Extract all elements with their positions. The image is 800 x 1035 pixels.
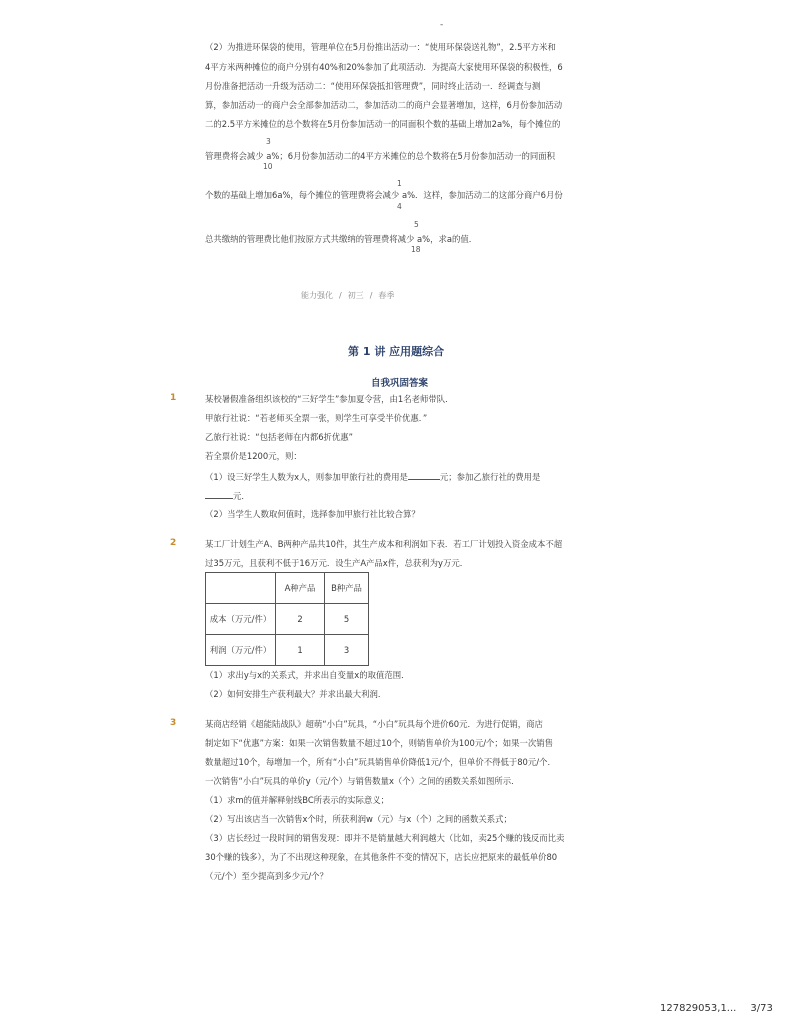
table-cell: 5 xyxy=(325,604,369,635)
question-line: 30个赚的钱多），为了不出现这种现象，在其他条件不变的情况下，店长应把原来的最低单价80 xyxy=(205,852,558,862)
answer-blank[interactable] xyxy=(205,490,233,499)
question-number: 3 xyxy=(170,718,177,728)
table-cell: 2 xyxy=(276,604,325,635)
table-row xyxy=(206,635,369,666)
question-line: （2）如何安排生产获利最大？并求出最大利润． xyxy=(205,689,387,699)
fraction-numerator: 3 xyxy=(266,137,271,146)
question-text: 元；参加乙旅行社的费用是 xyxy=(439,472,541,482)
question-line xyxy=(205,490,250,502)
breadcrumb-separator: / xyxy=(369,291,373,300)
lesson-title: 第 1 讲 应用题综合 xyxy=(348,345,445,358)
fraction-denominator: 4 xyxy=(397,202,402,211)
intro-line: 算，参加活动一的商户会全部参加活动二，参加活动二的商户会显著增加，这样，6月份参加活动 xyxy=(205,100,563,110)
intro-line: 管理费将会减少 a%；6月份参加活动二的4平方米摊位的总个数将在5月份参加活动一的同面积 xyxy=(205,151,555,161)
table-row-label: 利润（万元/件） xyxy=(206,635,276,666)
question-line: 甲旅行社说：“若老师买全票一张，则学生可享受半价优惠．” xyxy=(205,413,428,423)
intro-line: 总共缴纳的管理费比他们按原方式共缴纳的管理费将减少 a%，求a的值． xyxy=(205,234,478,244)
intro-line: 4平方米两种摊位的商户分别有40%和20%参加了此项活动．为提高大家使用环保袋的积极性，6 xyxy=(205,62,563,72)
breadcrumb-item: 初三 xyxy=(347,291,364,300)
question-line: 一次销售“小白”玩具的单价y（元/个）与销售数量x（个）之间的函数关系如图所示． xyxy=(205,776,520,786)
question-line: 某工厂计划生产A、B两种产品共10件，其生产成本和利润如下表．若工厂计划投入资金成本不超 xyxy=(205,539,563,549)
question-line: （1）求m的值并解释射线BC所表示的实际意义； xyxy=(205,795,390,805)
question-line: （2）当学生人数取何值时，选择参加甲旅行社比较合算？ xyxy=(205,509,420,519)
section-title: 自我巩固答案 xyxy=(371,378,429,389)
breadcrumb xyxy=(301,290,394,301)
table-cell xyxy=(206,573,276,604)
question-line: 制定如下“优惠”方案：如果一次销售数量不超过10个，则销售单价为100元/个；如果一次销售 xyxy=(205,738,554,748)
cost-profit-table xyxy=(205,572,369,666)
question-line xyxy=(205,471,540,483)
question-line: 某校暑假准备组织该校的“三好学生”参加夏令营，由1名老师带队． xyxy=(205,394,454,404)
question-line: 数量超过10个，每增加一个，所有“小白”玩具销售单价降低1元/个，但单价不得低于80元/个． xyxy=(205,757,556,767)
table-header-cell: A种产品 xyxy=(276,573,325,604)
intro-line: 二的2.5平方米摊位的总个数将在5月份参加活动一的同面积个数的基础上增加2a%，每个摊位的 xyxy=(205,119,561,129)
header-mark: - xyxy=(440,20,444,30)
question-text: 元． xyxy=(233,491,250,501)
fraction-numerator: 5 xyxy=(414,220,419,229)
intro-line: 个数的基础上增加6a%，每个摊位的管理费将会减少 a%．这样，参加活动二的这部分商户6月份 xyxy=(205,190,563,200)
question-line: 过35万元，且获利不低于16万元．设生产A产品x件，总获利为y万元． xyxy=(205,558,469,568)
table-cell: 3 xyxy=(325,635,369,666)
question-line: （元/个）至少提高到多少元/个？ xyxy=(205,871,328,881)
answer-blank[interactable] xyxy=(408,471,440,480)
table-row xyxy=(206,604,369,635)
question-number: 2 xyxy=(170,538,177,548)
fraction-numerator: 1 xyxy=(397,179,402,188)
question-line: （3）店长经过一段时间的销售发现：即并不是销量越大利润越大（比如，卖25个赚的钱反而比卖 xyxy=(205,833,565,843)
breadcrumb-separator: / xyxy=(339,291,342,300)
question-text: （1）设三好学生人数为x人，则参加甲旅行社的费用是 xyxy=(205,472,408,482)
table-header-row xyxy=(206,573,369,604)
fraction-denominator: 10 xyxy=(263,162,273,171)
question-line: 某商店经销《超能陆战队》超萌“小白”玩具，“小白”玩具每个进价60元．为进行促销，商店 xyxy=(205,719,543,729)
intro-line: （2）为推进环保袋的使用，管理单位在5月份推出活动一：“使用环保袋送礼物”，2.5平方米和 xyxy=(205,42,556,52)
breadcrumb-item: 春季 xyxy=(378,291,395,300)
page-indicator[interactable]: 3/73 xyxy=(750,1003,773,1014)
question-line: 乙旅行社说：“包括老师在内都6折优惠” xyxy=(205,432,354,442)
breadcrumb-item: 能力强化 xyxy=(301,291,333,300)
question-line: （1）求出y与x的关系式，并求出自变量x的取值范围． xyxy=(205,670,410,680)
table-row-label: 成本（万元/件） xyxy=(206,604,276,635)
fraction-denominator: 18 xyxy=(411,245,421,254)
table-header-cell: B种产品 xyxy=(325,573,369,604)
viewer-footer xyxy=(660,1003,773,1014)
question-line: （2）写出该店当一次销售x个时，所获利润w（元）与x（个）之间的函数关系式； xyxy=(205,814,512,824)
table-cell: 1 xyxy=(276,635,325,666)
intro-line: 月份准备把活动一升级为活动二：“使用环保袋抵扣管理费”，同时终止活动一．经调查与测 xyxy=(205,81,541,91)
question-number: 1 xyxy=(170,393,177,403)
document-id: 127829053,1... xyxy=(660,1003,737,1014)
question-line: 若全票价是1200元，则： xyxy=(205,451,302,461)
